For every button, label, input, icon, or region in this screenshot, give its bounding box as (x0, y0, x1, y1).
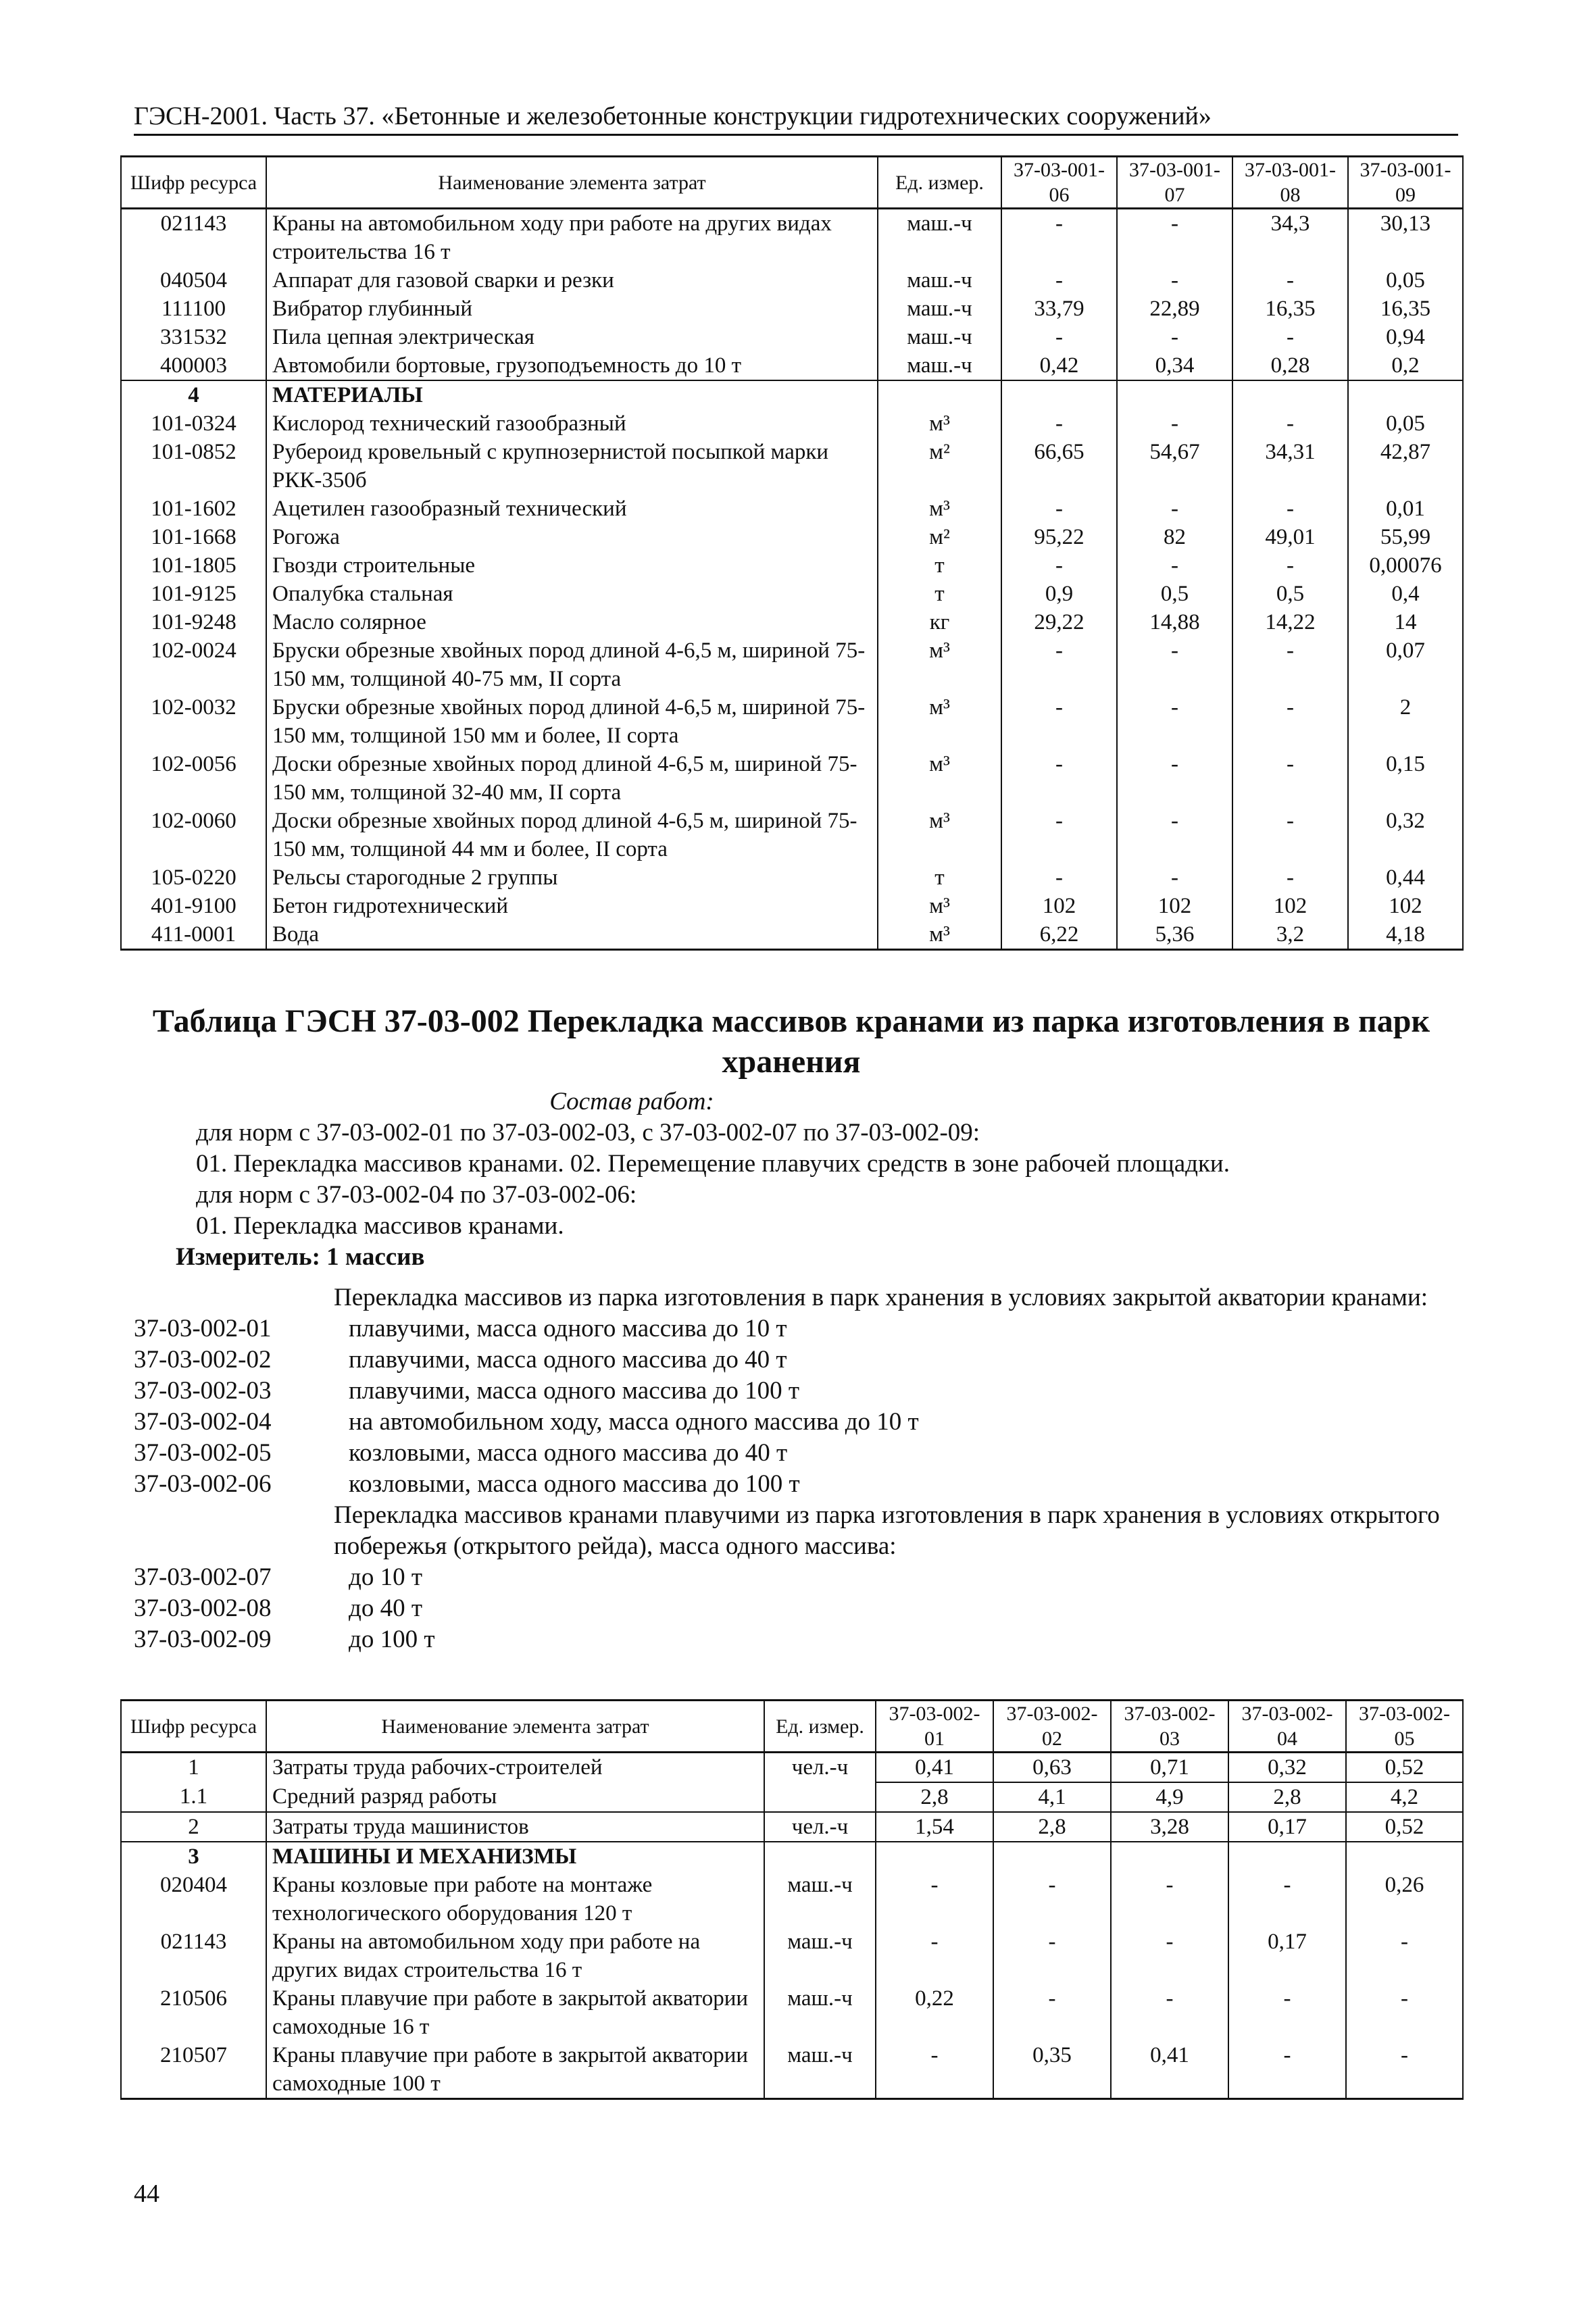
resource-name: Бруски обрезные хвойных пород длиной 4-6,5 м, шириной 75-150 мм, толщиной 40-75 мм, II сорта (266, 636, 878, 693)
resource-value: 30,13 (1348, 209, 1463, 267)
section-row (121, 380, 1463, 409)
norm-description: до 10 т (349, 1563, 422, 1591)
resource-value: - (1346, 1928, 1463, 1984)
resource-value: - (1346, 2041, 1463, 2099)
resource-value: - (1001, 807, 1117, 863)
resource-value: 34,31 (1232, 438, 1348, 495)
resource-value: - (1001, 323, 1117, 351)
resource-code: 040504 (121, 266, 266, 295)
resource-code: 210507 (121, 2041, 266, 2099)
resource-value: 0,17 (1228, 1928, 1346, 1984)
resource-value: 2,8 (876, 1782, 993, 1812)
table-row (121, 580, 1463, 608)
resource-unit: м³ (878, 750, 1001, 807)
resource-value: 14,22 (1232, 608, 1348, 636)
resource-unit: м³ (878, 807, 1001, 863)
resource-code: 1 (121, 1753, 266, 1783)
resource-name: Рогожа (266, 523, 878, 551)
resource-value: 0,94 (1348, 323, 1463, 351)
resource-value: 102 (1232, 892, 1348, 920)
resource-unit: т (878, 551, 1001, 580)
resource-value: - (1346, 1984, 1463, 2041)
header-unit: Ед. измер. (878, 157, 1001, 209)
section-empty (1001, 380, 1117, 409)
norm-item (134, 1344, 1458, 1376)
resource-value: - (1001, 863, 1117, 892)
resource-name: Ацетилен газообразный технический (266, 495, 878, 523)
resource-value: 102 (1117, 892, 1232, 920)
norm-description: козловыми, масса одного массива до 100 т (349, 1470, 800, 1498)
table-row (121, 551, 1463, 580)
resource-value: 54,67 (1117, 438, 1232, 495)
resource-unit: маш.-ч (878, 295, 1001, 323)
table-row (121, 409, 1463, 438)
resource-value: 0,2 (1348, 351, 1463, 380)
resource-value: 0,01 (1348, 495, 1463, 523)
header-col: 37-03-002-01 (876, 1701, 993, 1753)
resource-code: 101-9248 (121, 608, 266, 636)
norm-item (134, 1438, 1458, 1469)
resource-code: 021143 (121, 1928, 266, 1984)
resource-value: 0,34 (1117, 351, 1232, 380)
resource-unit: чел.-ч (764, 1753, 876, 1783)
table-header-row (121, 1701, 1463, 1753)
resource-name: Кислород технический газообразный (266, 409, 878, 438)
resource-code: 101-1805 (121, 551, 266, 580)
resource-value: - (876, 2041, 993, 2099)
resource-value: 5,36 (1117, 920, 1232, 950)
resource-value: 0,15 (1348, 750, 1463, 807)
header-col: 37-03-001-08 (1232, 157, 1348, 209)
table-row (121, 920, 1463, 950)
table-row (121, 863, 1463, 892)
resource-value: - (1232, 266, 1348, 295)
table-row (121, 351, 1463, 380)
resource-value: - (993, 1871, 1111, 1928)
header-col: 37-03-001-07 (1117, 157, 1232, 209)
resource-value: 0,07 (1348, 636, 1463, 693)
resource-value: 14,88 (1117, 608, 1232, 636)
resource-code: 101-0324 (121, 409, 266, 438)
resource-unit: маш.-ч (764, 2041, 876, 2099)
resource-name: Краны плавучие при работе в закрытой акватории самоходные 16 т (266, 1984, 764, 2041)
resource-value: - (1232, 323, 1348, 351)
resource-name: Средний разряд работы (266, 1782, 764, 1812)
norm-code: 37-03-002-05 (134, 1439, 272, 1467)
resource-value: - (1228, 1871, 1346, 1928)
norm-code: 37-03-002-09 (134, 1626, 272, 1653)
resource-value: - (876, 1928, 993, 1984)
norm-code: 37-03-002-03 (134, 1377, 272, 1405)
resource-table-37-03-002 (120, 1699, 1464, 2100)
section-code: 3 (121, 1842, 266, 1871)
section-empty (1346, 1842, 1463, 1871)
work-composition (176, 1086, 1460, 1273)
resource-unit: маш.-ч (764, 1984, 876, 2041)
resource-name: Бруски обрезные хвойных пород длиной 4-6,5 м, шириной 75-150 мм, толщиной 150 мм и более, II сорта (266, 693, 878, 750)
resource-value: - (876, 1871, 993, 1928)
norm-code: 37-03-002-08 (134, 1594, 272, 1622)
resource-code: 102-0024 (121, 636, 266, 693)
header-code: Шифр ресурса (121, 157, 266, 209)
section-title: МАТЕРИАЛЫ (266, 380, 878, 409)
resource-value: 0,52 (1346, 1753, 1463, 1783)
resource-name: Бетон гидротехнический (266, 892, 878, 920)
resource-name: Краны козловые при работе на монтаже технологического оборудования 120 т (266, 1871, 764, 1928)
norm-item (134, 1407, 1458, 1438)
resource-name: Аппарат для газовой сварки и резки (266, 266, 878, 295)
table-row (121, 438, 1463, 495)
resource-value: 95,22 (1001, 523, 1117, 551)
norm-description: на автомобильном ходу, масса одного массива до 10 т (349, 1408, 919, 1436)
resource-value: - (1232, 636, 1348, 693)
resource-name: Автомобили бортовые, грузоподъемность до 10 т (266, 351, 878, 380)
resource-value: 49,01 (1232, 523, 1348, 551)
resource-value: 0,05 (1348, 266, 1463, 295)
resource-code: 101-9125 (121, 580, 266, 608)
resource-name: Вода (266, 920, 878, 950)
resource-value: 33,79 (1001, 295, 1117, 323)
resource-value: - (1117, 750, 1232, 807)
resource-value: 0,9 (1001, 580, 1117, 608)
table-row (121, 1984, 1463, 2041)
section-empty (1228, 1842, 1346, 1871)
section-empty (1111, 1842, 1228, 1871)
norm-item (134, 1624, 1458, 1655)
work-composition-label: Состав работ: (549, 1088, 714, 1115)
header-name: Наименование элемента затрат (266, 1701, 764, 1753)
resource-value: - (1117, 209, 1232, 267)
resource-value: - (1111, 1871, 1228, 1928)
resource-value: 42,87 (1348, 438, 1463, 495)
resource-unit: маш.-ч (764, 1871, 876, 1928)
resource-name: Вибратор глубинный (266, 295, 878, 323)
resource-value: - (1117, 693, 1232, 750)
resource-value: 0,00076 (1348, 551, 1463, 580)
table-header-row (121, 157, 1463, 209)
norm-item (134, 1469, 1458, 1500)
resource-code: 2 (121, 1812, 266, 1842)
resource-unit: м³ (878, 409, 1001, 438)
table-row (121, 1782, 1463, 1812)
resource-value: 3,2 (1232, 920, 1348, 950)
table-row (121, 1928, 1463, 1984)
norm-item (134, 1593, 1458, 1624)
table-row (121, 892, 1463, 920)
resource-value: 3,28 (1111, 1812, 1228, 1842)
resource-value: - (1001, 750, 1117, 807)
resource-value: - (1232, 693, 1348, 750)
table-row (121, 266, 1463, 295)
resource-name: Масло солярное (266, 608, 878, 636)
norm-item (134, 1562, 1458, 1593)
resource-name: Пила цепная электрическая (266, 323, 878, 351)
resource-value: - (1232, 807, 1348, 863)
resource-unit: кг (878, 608, 1001, 636)
variants-intro: Перекладка массивов из парка изготовления в парк хранения в условиях закрытой акватории кранами: (334, 1284, 1428, 1311)
resource-code: 210506 (121, 1984, 266, 2041)
resource-value: 4,1 (993, 1782, 1111, 1812)
resource-value: 2,8 (993, 1812, 1111, 1842)
resource-value: - (1232, 495, 1348, 523)
resource-unit: маш.-ч (878, 266, 1001, 295)
variants-intro: Перекладка массивов кранами плавучими из парка изготовления в парк хранения в условиях открытого побережья (открытого рейда), масса одного массива: (334, 1501, 1440, 1560)
table-row (121, 608, 1463, 636)
resource-value: - (1117, 323, 1232, 351)
header-col: 37-03-001-09 (1348, 157, 1463, 209)
resource-value: 2 (1348, 693, 1463, 750)
section-row (121, 1842, 1463, 1871)
resource-unit: маш.-ч (878, 209, 1001, 267)
resource-value: 102 (1348, 892, 1463, 920)
table-row (121, 2041, 1463, 2099)
norm-description: до 40 т (349, 1594, 422, 1622)
work-line: 01. Перекладка массивов кранами. 02. Перемещение плавучих средств в зоне рабочей площадки. (196, 1150, 1230, 1178)
resource-value: 4,9 (1111, 1782, 1228, 1812)
resource-value: 0,5 (1117, 580, 1232, 608)
norm-description: плавучими, масса одного массива до 100 т (349, 1377, 800, 1405)
resource-value: 4,2 (1346, 1782, 1463, 1812)
work-line: для норм с 37-03-002-04 по 37-03-002-06: (196, 1181, 637, 1209)
section-empty (876, 1842, 993, 1871)
resource-value: 0,5 (1232, 580, 1348, 608)
resource-value: 0,17 (1228, 1812, 1346, 1842)
table-row (121, 636, 1463, 693)
resource-value: 0,41 (1111, 2041, 1228, 2099)
resource-value: 29,22 (1001, 608, 1117, 636)
resource-name: Краны на автомобильном ходу при работе на других видах строительства 16 т (266, 209, 878, 267)
table-row (121, 495, 1463, 523)
resource-value: 0,26 (1346, 1871, 1463, 1928)
resource-value: - (1001, 495, 1117, 523)
resource-unit: м³ (878, 693, 1001, 750)
norm-description: до 100 т (349, 1626, 435, 1653)
resource-unit: маш.-ч (878, 351, 1001, 380)
resource-code: 101-1602 (121, 495, 266, 523)
header-col: 37-03-001-06 (1001, 157, 1117, 209)
resource-value: 0,35 (993, 2041, 1111, 2099)
header-code: Шифр ресурса (121, 1701, 266, 1753)
header-name: Наименование элемента затрат (266, 157, 878, 209)
resource-value: - (1111, 1928, 1228, 1984)
resource-value: - (993, 1984, 1111, 2041)
resource-table-37-03-001 (120, 155, 1464, 951)
section-empty (1348, 380, 1463, 409)
resource-name: Краны плавучие при работе в закрытой акватории самоходные 100 т (266, 2041, 764, 2099)
header-col: 37-03-002-04 (1228, 1701, 1346, 1753)
resource-value: 0,22 (876, 1984, 993, 2041)
resource-value: - (1117, 863, 1232, 892)
resource-name: Доски обрезные хвойных пород длиной 4-6,5 м, шириной 75-150 мм, толщиной 32-40 мм, II сорта (266, 750, 878, 807)
resource-code: 102-0056 (121, 750, 266, 807)
resource-value: 0,05 (1348, 409, 1463, 438)
table-row (121, 523, 1463, 551)
header-col: 37-03-002-03 (1111, 1701, 1228, 1753)
resource-value: - (1232, 863, 1348, 892)
table-row (121, 1812, 1463, 1842)
running-header: ГЭСН-2001. Часть 37. «Бетонные и железобетонные конструкции гидротехнических сооружений» (134, 100, 1458, 136)
resource-value: 0,42 (1001, 351, 1117, 380)
norm-code: 37-03-002-04 (134, 1408, 272, 1436)
norm-variants (134, 1282, 1458, 1655)
table-row (121, 693, 1463, 750)
resource-unit: м³ (878, 892, 1001, 920)
section-empty (993, 1842, 1111, 1871)
resource-value: - (1117, 495, 1232, 523)
resource-value: - (1117, 636, 1232, 693)
resource-value: - (1232, 750, 1348, 807)
resource-unit (764, 1782, 876, 1812)
norm-code: 37-03-002-01 (134, 1315, 272, 1342)
resource-name: Краны на автомобильном ходу при работе на других видах строительства 16 т (266, 1928, 764, 1984)
header-col: 37-03-002-05 (1346, 1701, 1463, 1753)
resource-value: - (1232, 409, 1348, 438)
resource-value: - (1001, 693, 1117, 750)
resource-name: Опалубка стальная (266, 580, 878, 608)
resource-value: - (1228, 1984, 1346, 2041)
resource-code: 105-0220 (121, 863, 266, 892)
measure-unit: Измеритель: 1 массив (176, 1243, 425, 1271)
resource-unit: маш.-ч (878, 323, 1001, 351)
resource-value: - (1001, 551, 1117, 580)
resource-value: - (1117, 266, 1232, 295)
resource-value: - (993, 1928, 1111, 1984)
resource-value: 66,65 (1001, 438, 1117, 495)
norm-description: плавучими, масса одного массива до 10 т (349, 1315, 787, 1342)
resource-value: - (1111, 1984, 1228, 2041)
resource-value: 34,3 (1232, 209, 1348, 267)
resource-value: 22,89 (1117, 295, 1232, 323)
section-code: 4 (121, 380, 266, 409)
norm-description: козловыми, масса одного массива до 40 т (349, 1439, 788, 1467)
resource-code: 102-0032 (121, 693, 266, 750)
resource-name: Гвозди строительные (266, 551, 878, 580)
table-row (121, 807, 1463, 863)
resource-value: 55,99 (1348, 523, 1463, 551)
resource-unit: м² (878, 438, 1001, 495)
header-unit: Ед. измер. (764, 1701, 876, 1753)
resource-code: 331532 (121, 323, 266, 351)
table-row (121, 209, 1463, 267)
resource-name: Затраты труда рабочих-строителей (266, 1753, 764, 1783)
resource-value: 0,28 (1232, 351, 1348, 380)
resource-value: 14 (1348, 608, 1463, 636)
section-title: МАШИНЫ И МЕХАНИЗМЫ (266, 1842, 764, 1871)
section-empty (764, 1842, 876, 1871)
resource-name: Доски обрезные хвойных пород длиной 4-6,5 м, шириной 75-150 мм, толщиной 44 мм и более, II сорта (266, 807, 878, 863)
norm-item (134, 1376, 1458, 1407)
work-line: для норм с 37-03-002-01 по 37-03-002-03, с 37-03-002-07 по 37-03-002-09: (196, 1119, 980, 1147)
table-row (121, 323, 1463, 351)
resource-unit: м³ (878, 495, 1001, 523)
resource-code: 1.1 (121, 1782, 266, 1812)
resource-unit: м³ (878, 920, 1001, 950)
resource-value: - (1001, 409, 1117, 438)
resource-code: 101-1668 (121, 523, 266, 551)
table-row (121, 1753, 1463, 1783)
page-number: 44 (134, 2180, 159, 2208)
resource-code: 111100 (121, 295, 266, 323)
resource-value: 0,44 (1348, 863, 1463, 892)
resource-value: - (1117, 409, 1232, 438)
resource-value: 16,35 (1232, 295, 1348, 323)
norm-item (134, 1313, 1458, 1344)
resource-code: 411-0001 (121, 920, 266, 950)
header-col: 37-03-002-02 (993, 1701, 1111, 1753)
resource-value: 0,63 (993, 1753, 1111, 1783)
section-empty (1117, 380, 1232, 409)
section-empty (1232, 380, 1348, 409)
resource-code: 400003 (121, 351, 266, 380)
resource-value: - (1232, 551, 1348, 580)
resource-code: 401-9100 (121, 892, 266, 920)
table-row (121, 750, 1463, 807)
resource-value: - (1001, 266, 1117, 295)
resource-value: - (1001, 636, 1117, 693)
resource-value: 0,71 (1111, 1753, 1228, 1783)
resource-name: Рубероид кровельный с крупнозернистой посыпкой марки РКК-350б (266, 438, 878, 495)
work-line: 01. Перекладка массивов кранами. (196, 1212, 564, 1240)
resource-value: - (1228, 2041, 1346, 2099)
table-row (121, 1871, 1463, 1928)
resource-value: 0,52 (1346, 1812, 1463, 1842)
resource-code: 101-0852 (121, 438, 266, 495)
resource-name: Рельсы старогодные 2 группы (266, 863, 878, 892)
resource-unit: т (878, 580, 1001, 608)
resource-value: 0,32 (1348, 807, 1463, 863)
norm-code: 37-03-002-02 (134, 1346, 272, 1374)
resource-value: 0,41 (876, 1753, 993, 1783)
resource-value: 82 (1117, 523, 1232, 551)
resource-value: - (1117, 807, 1232, 863)
resource-code: 021143 (121, 209, 266, 267)
resource-value: 2,8 (1228, 1782, 1346, 1812)
resource-code: 102-0060 (121, 807, 266, 863)
resource-value: - (1001, 209, 1117, 267)
norm-code: 37-03-002-07 (134, 1563, 272, 1591)
resource-unit: м² (878, 523, 1001, 551)
resource-code: 020404 (121, 1871, 266, 1928)
table-row (121, 295, 1463, 323)
norm-description: плавучими, масса одного массива до 40 т (349, 1346, 787, 1374)
resource-unit: маш.-ч (764, 1928, 876, 1984)
resource-value: 16,35 (1348, 295, 1463, 323)
resource-unit: м³ (878, 636, 1001, 693)
norm-code: 37-03-002-06 (134, 1470, 272, 1498)
resource-name: Затраты труда машинистов (266, 1812, 764, 1842)
resource-value: 1,54 (876, 1812, 993, 1842)
resource-unit: чел.-ч (764, 1812, 876, 1842)
resource-value: 4,18 (1348, 920, 1463, 950)
table-title: Таблица ГЭСН 37-03-002 Перекладка массивов кранами из парка изготовления в парк хранения (152, 1003, 1430, 1080)
section-empty (878, 380, 1001, 409)
resource-value: - (1117, 551, 1232, 580)
resource-value: 0,4 (1348, 580, 1463, 608)
resource-unit: т (878, 863, 1001, 892)
resource-value: 0,32 (1228, 1753, 1346, 1783)
resource-value: 102 (1001, 892, 1117, 920)
resource-value: 6,22 (1001, 920, 1117, 950)
